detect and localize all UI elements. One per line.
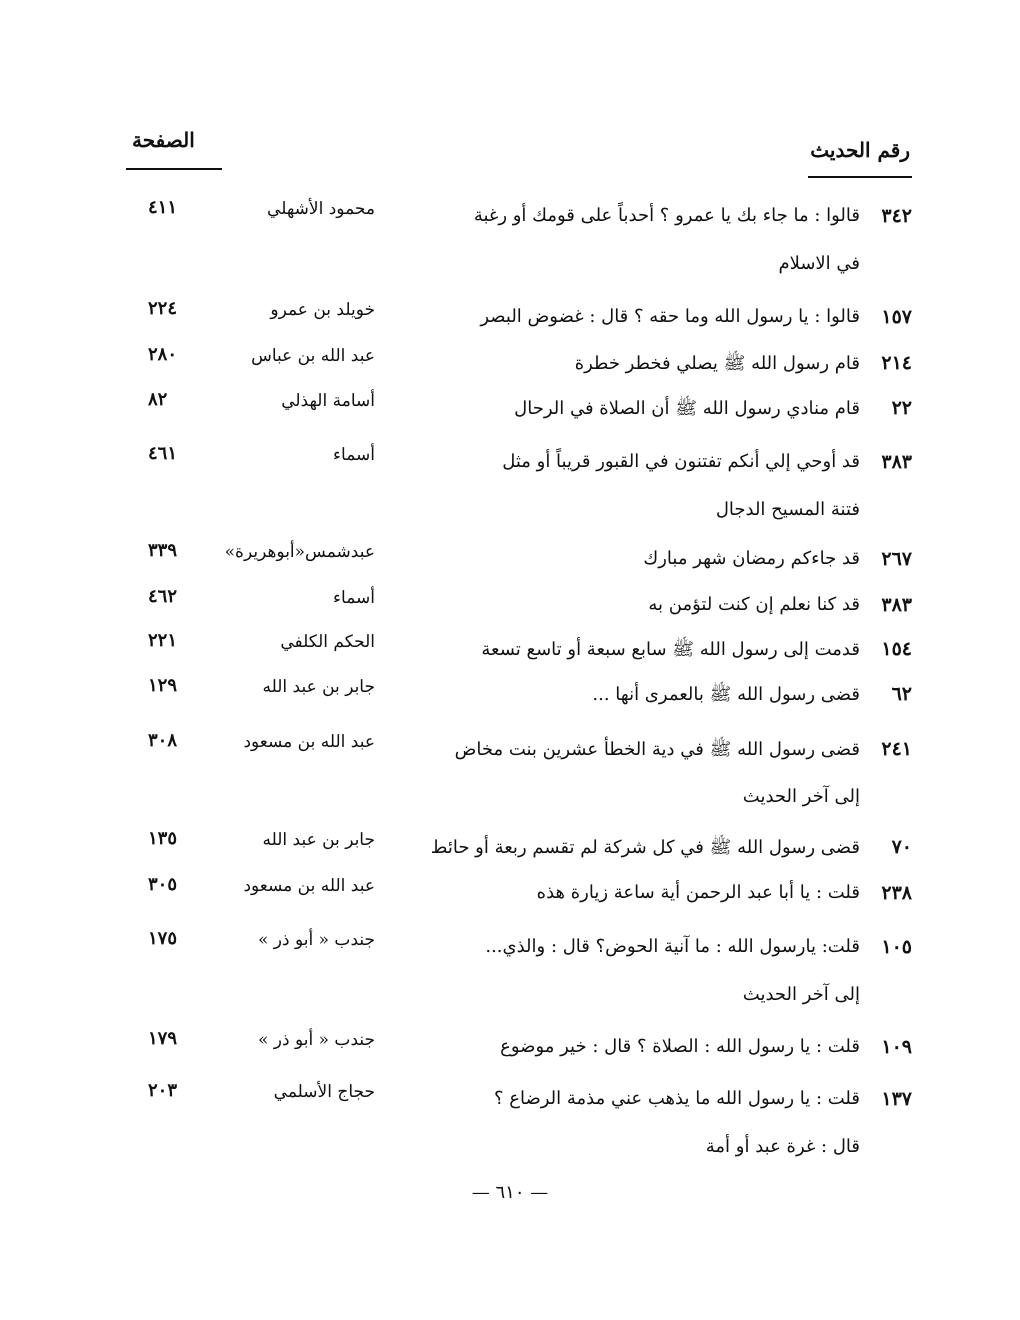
hadith-number-header-rule	[808, 176, 912, 178]
narrator: محمود الأشهلي	[267, 199, 375, 219]
page-number: ١٢٩	[148, 675, 178, 696]
page-number: ٨٢	[148, 389, 168, 410]
hadith-number: ١٥٤	[881, 638, 912, 660]
hadith-text: قلت : يا أبا عبد الرحمن أية ساعة زيارة هذه	[536, 882, 860, 903]
page-number: ٢٢١	[148, 630, 178, 651]
narrator: الحكم الكلفي	[280, 632, 375, 652]
narrator: عبد الله بن عباس	[251, 346, 375, 366]
page-number: ٣٠٥	[148, 874, 178, 895]
narrator: عبد الله بن مسعود	[243, 732, 375, 752]
hadith-text: قلت : يا رسول الله : الصلاة ؟ قال : خير موضوع	[500, 1036, 860, 1057]
narrator: جابر بن عبد الله	[262, 830, 375, 850]
narrator: خويلد بن عمرو	[270, 300, 375, 320]
hadith-text: قام منادي رسول الله ﷺ أن الصلاة في الرحال	[514, 398, 860, 419]
hadith-text: قد كنا نعلم إن كنت لتؤمن به	[648, 594, 860, 615]
hadith-number: ٢١٤	[881, 352, 912, 374]
hadith-text: قد جاءكم رمضان شهر مبارك	[643, 548, 860, 569]
hadith-text-continuation: إلى آخر الحديث	[742, 786, 860, 807]
narrator: أسماء	[333, 445, 375, 465]
page-number: ١٧٩	[148, 1028, 178, 1049]
hadith-text: قدمت إلى رسول الله ﷺ سابع سبعة أو تاسع تسعة	[481, 639, 860, 660]
hadith-text: قضى رسول الله ﷺ في كل شركة لم تقسم ربعة أو حائط	[430, 837, 860, 858]
narrator: جندب « أبو ذر »	[258, 930, 375, 950]
hadith-text: قام رسول الله ﷺ يصلي فخطر خطرة	[574, 353, 860, 374]
hadith-number-header: رقم الحديث	[810, 138, 910, 162]
page-number: ٣٣٩	[148, 540, 178, 561]
hadith-text: قالوا : ما جاء بك يا عمرو ؟ أحدباً على قومك أو رغبة	[473, 205, 860, 226]
hadith-text-continuation: فتنة المسيح الدجال	[715, 499, 860, 520]
narrator: أسامة الهذلي	[281, 391, 375, 411]
page-number: ٤٦٢	[148, 586, 178, 607]
narrator: جندب « أبو ذر »	[258, 1030, 375, 1050]
page-number: ١٣٥	[148, 828, 178, 849]
hadith-number: ١٣٧	[881, 1088, 912, 1110]
hadith-number: ٦٢	[891, 683, 912, 705]
narrator: عبد الله بن مسعود	[243, 876, 375, 896]
hadith-number: ٧٠	[891, 836, 912, 858]
footer-page-number: — ٦١٠ —	[471, 1182, 549, 1203]
narrator: عبدشمس«أبوهريرة»	[224, 542, 375, 562]
hadith-number: ٢٦٧	[881, 548, 912, 570]
hadith-text-continuation: قال : غرة عبد أو أمة	[705, 1136, 860, 1157]
hadith-number: ٢٢	[891, 397, 912, 419]
hadith-number: ٣٨٣	[881, 594, 912, 616]
page-header-rule	[126, 168, 222, 170]
hadith-number: ١٥٧	[881, 306, 912, 328]
hadith-number: ٣٤٢	[881, 205, 912, 227]
hadith-text: قضى رسول الله ﷺ بالعمرى أنها ...	[592, 684, 860, 705]
narrator: أسماء	[333, 588, 375, 608]
hadith-text: قضى رسول الله ﷺ في دية الخطأ عشرين بنت مخاض	[454, 739, 860, 760]
hadith-text: قلت : يا رسول الله ما يذهب عني مذمة الرضاع ؟	[493, 1088, 860, 1109]
hadith-text: قلت: يارسول الله : ما آنية الحوض؟ قال : والذي...	[485, 936, 860, 957]
page-number: ٤٦١	[148, 443, 178, 464]
hadith-text-continuation: إلى آخر الحديث	[742, 984, 860, 1005]
hadith-text: قد أوحي إلي أنكم تفتنون في القبور قريباً أو مثل	[502, 451, 860, 472]
page-number: ٢٠٣	[148, 1080, 178, 1101]
narrator: جابر بن عبد الله	[262, 677, 375, 697]
page-number: ١٧٥	[148, 928, 178, 949]
hadith-number: ٢٣٨	[881, 882, 912, 904]
page-number: ٢٢٤	[148, 298, 178, 319]
hadith-number: ١٠٩	[881, 1036, 912, 1058]
hadith-number: ١٠٥	[881, 936, 912, 958]
page-header: الصفحة	[132, 128, 195, 152]
hadith-text-continuation: في الاسلام	[778, 253, 860, 274]
hadith-number: ٣٨٣	[881, 451, 912, 473]
page-number: ٤١١	[148, 197, 178, 218]
narrator: حجاج الأسلمي	[273, 1082, 375, 1102]
hadith-text: قالوا : يا رسول الله وما حقه ؟ قال : غضوض البصر	[480, 306, 860, 327]
page-number: ٢٨٠	[148, 344, 178, 365]
hadith-number: ٢٤١	[881, 738, 912, 760]
page-number: ٣٠٨	[148, 730, 178, 751]
